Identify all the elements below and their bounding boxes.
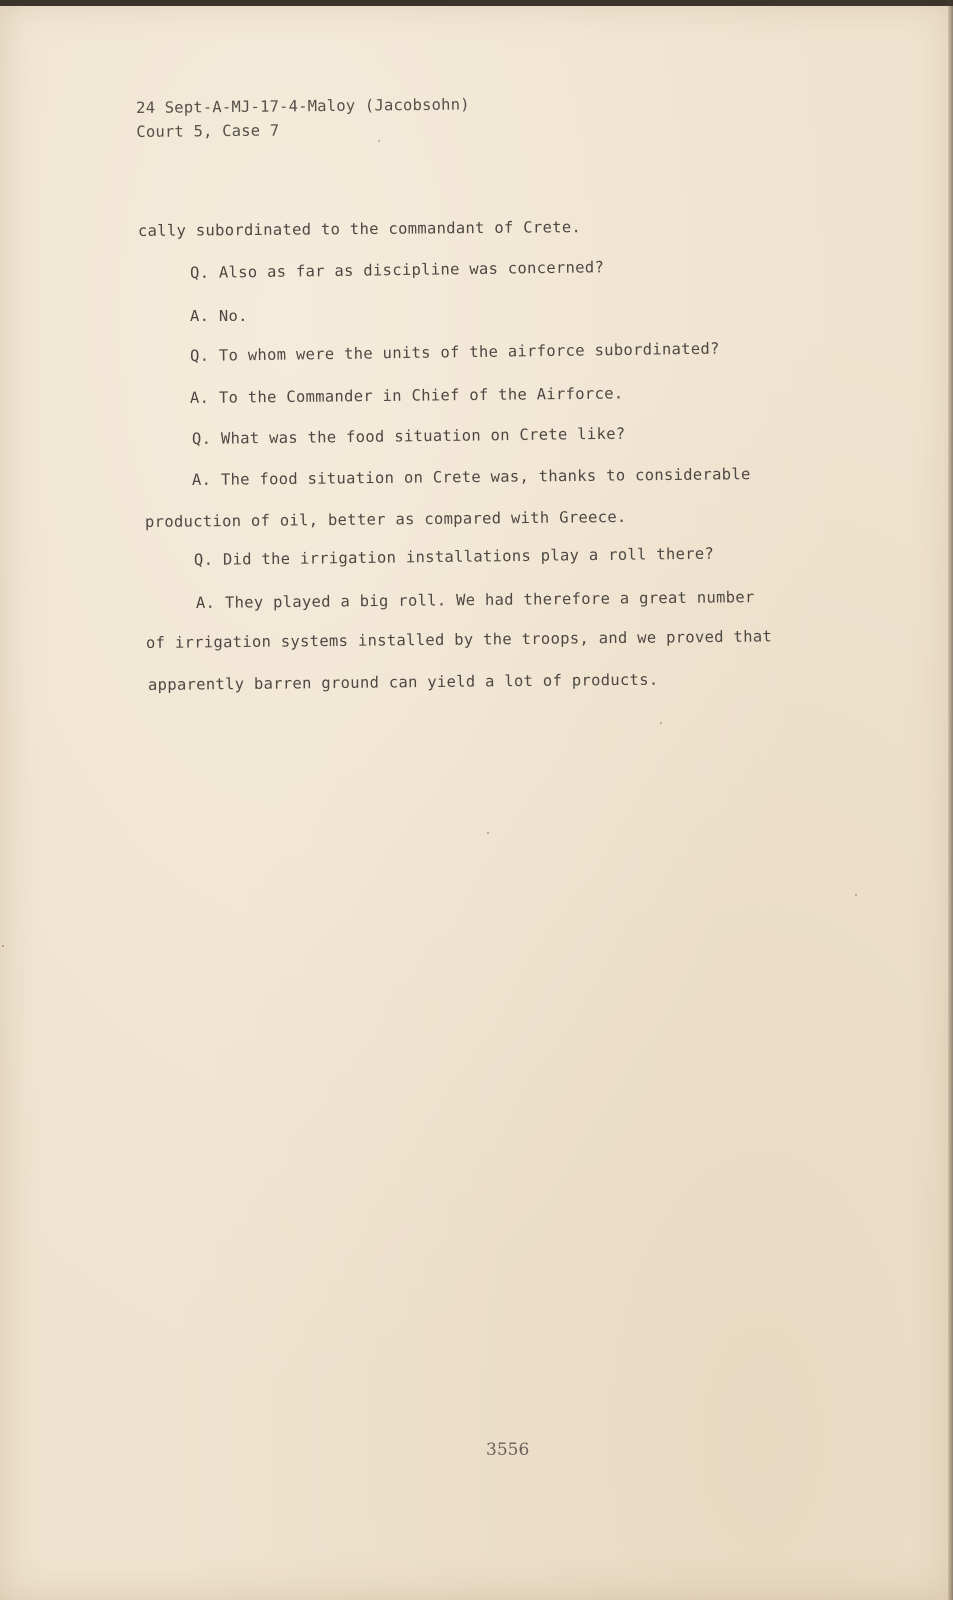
transcript-question-2: Q. To whom were the units of the airforce subordinated? bbox=[189, 339, 720, 365]
transcript-question-1: Q. Also as far as discipline was concerned? bbox=[189, 258, 605, 282]
paper-speck bbox=[855, 894, 857, 896]
paper-speck bbox=[2, 945, 4, 947]
transcript-answer-4-line-3: apparently barren ground can yield a lot of products. bbox=[147, 670, 659, 694]
page-top-edge bbox=[0, 0, 953, 6]
transcript-question-3: Q. What was the food situation on Crete like? bbox=[191, 424, 626, 448]
header-reference-line: 24 Sept-A-MJ-17-4-Maloy (Jacobsohn) bbox=[136, 95, 470, 117]
transcript-line-1: cally subordinated to the commandant of Crete. bbox=[137, 218, 582, 240]
paper-speck bbox=[378, 140, 380, 142]
page-right-edge bbox=[948, 0, 953, 1600]
transcript-answer-2: A. To the Commander in Chief of the Airforce. bbox=[189, 384, 624, 407]
transcript-answer-4-line-1: A. They played a big roll. We had therefore a great number bbox=[195, 588, 755, 612]
header-court-case-line: Court 5, Case 7 bbox=[136, 121, 280, 141]
paper-speck bbox=[487, 832, 489, 834]
transcript-question-4: Q. Did the irrigation installations play a roll there? bbox=[193, 544, 715, 569]
transcript-answer-3-line-2: production of oil, better as compared with Greece. bbox=[144, 507, 627, 531]
transcript-answer-4-line-2: of irrigation systems installed by the troops, and we proved that bbox=[145, 627, 773, 652]
document-header bbox=[136, 93, 470, 144]
transcript-answer-1: A. No. bbox=[190, 307, 248, 325]
page-number: 3556 bbox=[486, 1440, 530, 1460]
paper-speck bbox=[660, 722, 662, 724]
transcript-answer-3-line-1: A. The food situation on Crete was, thanks to considerable bbox=[191, 465, 751, 489]
